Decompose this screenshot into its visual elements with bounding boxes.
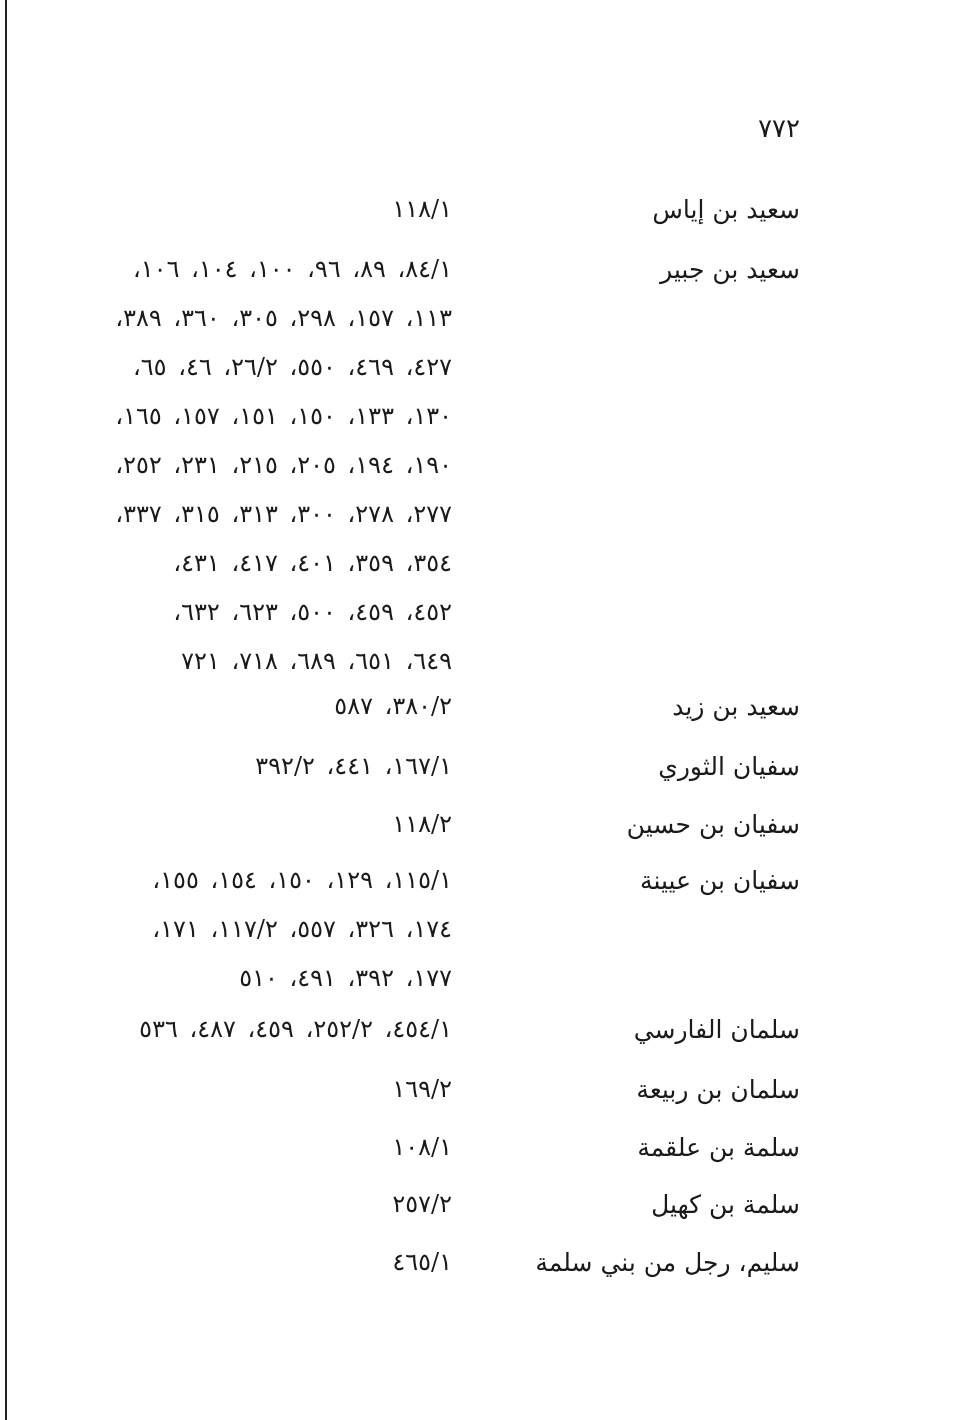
reference-line: ١٦٧/١، ٤٤١، ٣٩٢/٢ (255, 752, 452, 780)
entry-name: سعيد بن إياس (652, 195, 800, 224)
entry-references (392, 1075, 452, 1124)
entry-references (334, 692, 452, 741)
reference-line: ١٦٩/٢ (392, 1075, 452, 1103)
reference-line: ١٠٨/١ (392, 1133, 452, 1161)
entry-name: سلمان بن ربيعة (636, 1075, 800, 1104)
reference-line: ١١٨/١ (392, 195, 452, 223)
reference-line: ٢٧٧، ٢٧٨، ٣٠٠، ٣١٣، ٣١٥، ٣٣٧، (115, 500, 452, 528)
entry-references (392, 1248, 452, 1297)
entry-references (139, 1015, 452, 1064)
entry-references (392, 1190, 452, 1239)
page-number: ٧٧٢ (758, 114, 800, 144)
entry-references (392, 195, 452, 244)
reference-line: ٤٦٥/١ (392, 1248, 452, 1276)
entry-references (255, 752, 452, 801)
reference-line: ٤٥٤/١، ٢٥٢/٢، ٤٥٩، ٤٨٧، ٥٣٦ (139, 1015, 452, 1043)
entry-name: سفيان بن حسين (626, 810, 800, 839)
entry-name: سليم، رجل من بني سلمة (535, 1248, 800, 1277)
reference-line: ٨٤/١، ٨٩، ٩٦، ١٠٠، ١٠٤، ١٠٦، (133, 255, 452, 283)
reference-line: ١٧٧، ٣٩٢، ٤٩١، ٥١٠ (239, 964, 452, 992)
entry-name: سلمة بن كهيل (651, 1190, 800, 1219)
reference-line: ١٩٠، ١٩٤، ٢٠٥، ٢١٥، ٢٣١، ٢٥٢، (115, 451, 452, 479)
entry-references (115, 255, 452, 696)
entry-name: سلمان الفارسي (633, 1015, 800, 1044)
entry-references (392, 810, 452, 859)
reference-line: ١٧٤، ٣٢٦، ٥٥٧، ١١٧/٢، ١٧١، (152, 915, 452, 943)
entry-name: سعيد بن جبير (660, 255, 800, 284)
reference-line: ١١٥/١، ١٢٩، ١٥٠، ١٥٤، ١٥٥، (152, 866, 452, 894)
reference-line: ٢٥٧/٢ (392, 1190, 452, 1218)
reference-line: ٤٥٢، ٤٥٩، ٥٠٠، ٦٢٣، ٦٣٢، (173, 598, 452, 626)
reference-line: ١١٨/٢ (392, 810, 452, 838)
reference-line: ١١٣، ١٥٧، ٢٩٨، ٣٠٥، ٣٦٠، ٣٨٩، (115, 304, 452, 332)
entry-references (152, 866, 452, 1013)
page-binding-edge (5, 0, 7, 1420)
entry-name: سفيان الثوري (658, 752, 800, 781)
reference-line: ٣٨٠/٢، ٥٨٧ (334, 692, 452, 720)
entry-references (392, 1133, 452, 1182)
reference-line: ٣٥٤، ٣٥٩، ٤٠١، ٤١٧، ٤٣١، (173, 549, 452, 577)
entry-name: سلمة بن علقمة (637, 1133, 800, 1162)
entry-name: سعيد بن زيد (672, 692, 800, 721)
reference-line: ٦٤٩، ٦٥١، ٦٨٩، ٧١٨، ٧٢١ (181, 647, 452, 675)
reference-line: ٤٢٧، ٤٦٩، ٥٥٠، ٢٦/٢، ٤٦، ٦٥، (133, 353, 452, 381)
entry-name: سفيان بن عيينة (640, 866, 800, 895)
reference-line: ١٣٠، ١٣٣، ١٥٠، ١٥١، ١٥٧، ١٦٥، (115, 402, 452, 430)
